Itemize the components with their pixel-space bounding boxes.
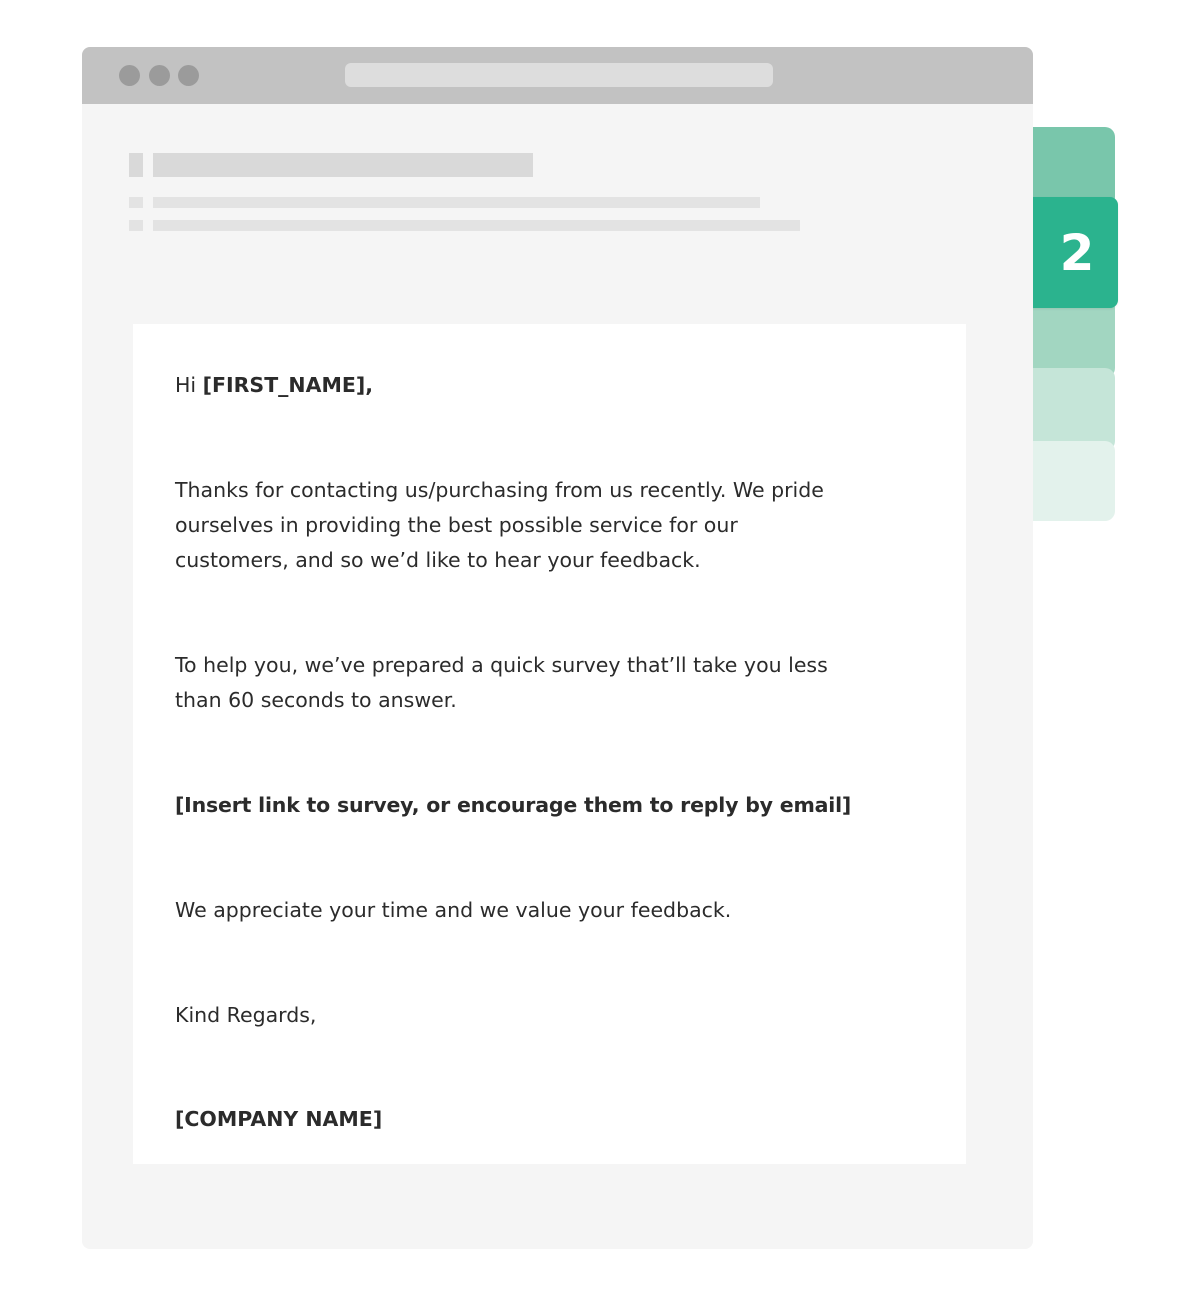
skeleton-meta-marker: [129, 220, 143, 231]
close-dot-icon[interactable]: [119, 65, 140, 86]
minimize-dot-icon[interactable]: [149, 65, 170, 86]
email-greeting: [175, 368, 855, 403]
skeleton-header-line: [153, 153, 533, 177]
skeleton-meta-line: [153, 197, 760, 208]
company-name-placeholder: [COMPANY NAME]: [175, 1107, 383, 1131]
skeleton-header-marker: [129, 153, 143, 177]
email-sign-off: Kind Regards,: [175, 1003, 317, 1027]
first-name-placeholder: [FIRST_NAME],: [202, 373, 374, 397]
browser-titlebar: [82, 47, 1033, 104]
maximize-dot-icon[interactable]: [178, 65, 199, 86]
email-paragraph-appreciate: We appreciate your time and we value your feedback.: [175, 898, 732, 922]
email-paragraph-survey: To help you, we’ve prepared a quick survey that’ll take you less than 60 seconds to answer.: [175, 653, 828, 712]
survey-link-placeholder: [Insert link to survey, or encourage them to reply by email]: [175, 793, 852, 817]
step-number: 2: [1059, 223, 1095, 282]
skeleton-meta-marker: [129, 197, 143, 208]
greeting-prefix: Hi: [175, 373, 203, 397]
address-bar[interactable]: [345, 63, 773, 87]
browser-window: [82, 47, 1033, 1249]
skeleton-meta-line: [153, 220, 800, 231]
email-body: [133, 324, 966, 1164]
email-paragraph-thanks: Thanks for contacting us/purchasing from us recently. We pride ourselves in providing the best possible service for our customers, and so we’d like to hear your feedback.: [175, 478, 824, 572]
